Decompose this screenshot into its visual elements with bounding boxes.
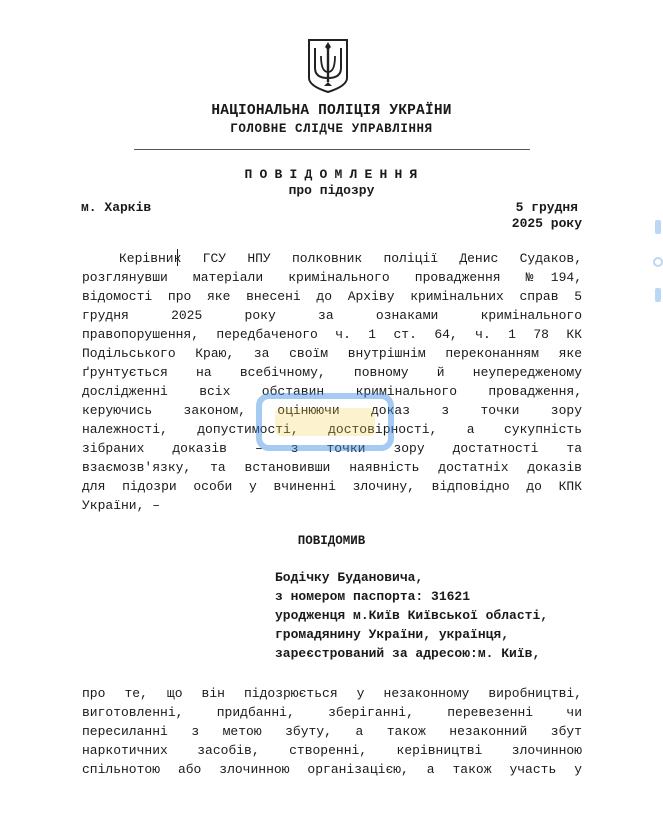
para2-line: виготовленні, придбанні, зберіганні, перевезенні чи bbox=[82, 705, 582, 720]
para1-line: Подільського Краю, за своїм внутрішнім переконанням яке bbox=[82, 346, 582, 361]
trident-emblem-icon bbox=[306, 38, 350, 93]
document-date-day: 5 грудня bbox=[515, 200, 578, 215]
para1-line: грудня 2025 року за ознаками кримінального bbox=[82, 308, 582, 323]
para1-line: відомості про яке внесені до Архіву кримінальних справ 5 bbox=[82, 289, 582, 304]
suspect-line: громадянину України, українця, bbox=[275, 627, 510, 642]
para1-line: правопорушення, передбаченого ч. 1 ст. 64, ч. 1 78 КК bbox=[82, 327, 582, 342]
document-subtitle: про підозру bbox=[288, 183, 375, 198]
para1-line: зібраних доказів – з точки зору достатності та bbox=[82, 441, 582, 456]
document-city: м. Харків bbox=[81, 200, 152, 215]
para2-line: про те, що він підозрюється у незаконному виробництві, bbox=[82, 686, 582, 701]
para2-line: спільнотою або злочинною організацією, а також участь у bbox=[82, 762, 582, 777]
edge-marks bbox=[652, 220, 663, 310]
document-title: ПОВІДОМЛЕННЯ bbox=[244, 167, 425, 182]
para1-line: керуючись законом, оцінюючи доказ з точки зору bbox=[82, 403, 582, 418]
suspect-line: Бодічку Будановича, bbox=[275, 570, 424, 585]
suspect-line: з номером паспорта: 31621 bbox=[275, 589, 471, 604]
org-department: ГОЛОВНЕ СЛІДЧЕ УПРАВЛІННЯ bbox=[230, 122, 433, 136]
org-name: НАЦІОНАЛЬНА ПОЛІЦІЯ УКРАЇНИ bbox=[211, 103, 452, 119]
para1-line: взаємозв'язку, та встановивши наявність достатніх доказів bbox=[82, 460, 582, 475]
suspect-line: уродженця м.Київ Київської області, bbox=[275, 608, 549, 623]
header-divider bbox=[134, 149, 530, 150]
section-heading: ПОВІДОМИВ bbox=[297, 534, 366, 548]
suspect-line: зареєстрований за адресою:м. Київ, bbox=[275, 646, 541, 661]
para1-line: дослідженні всіх обставин кримінального провадження, bbox=[82, 384, 582, 399]
para2-line: наркотичних засобів, створенні, керівництві злочинною bbox=[82, 743, 582, 758]
para1-line: належності, допустимості, достовірності, а сукупність bbox=[82, 422, 582, 437]
para1-line: Керівник ГСУ НПУ полковник поліції Денис Судаков, bbox=[119, 251, 582, 266]
para1-line: для підозри особи у вчиненні злочину, відповідно до КПК bbox=[82, 479, 582, 494]
para2-line: пересиланні з метою збуту, а також незаконний збут bbox=[82, 724, 582, 739]
para1-line: України, – bbox=[82, 498, 161, 513]
document-date-year: 2025 року bbox=[511, 216, 582, 231]
para1-line: ґрунтується на всебічному, повному й неупередженому bbox=[82, 365, 582, 380]
para1-line: розглянувши матеріали кримінального провадження №194, bbox=[82, 270, 582, 285]
